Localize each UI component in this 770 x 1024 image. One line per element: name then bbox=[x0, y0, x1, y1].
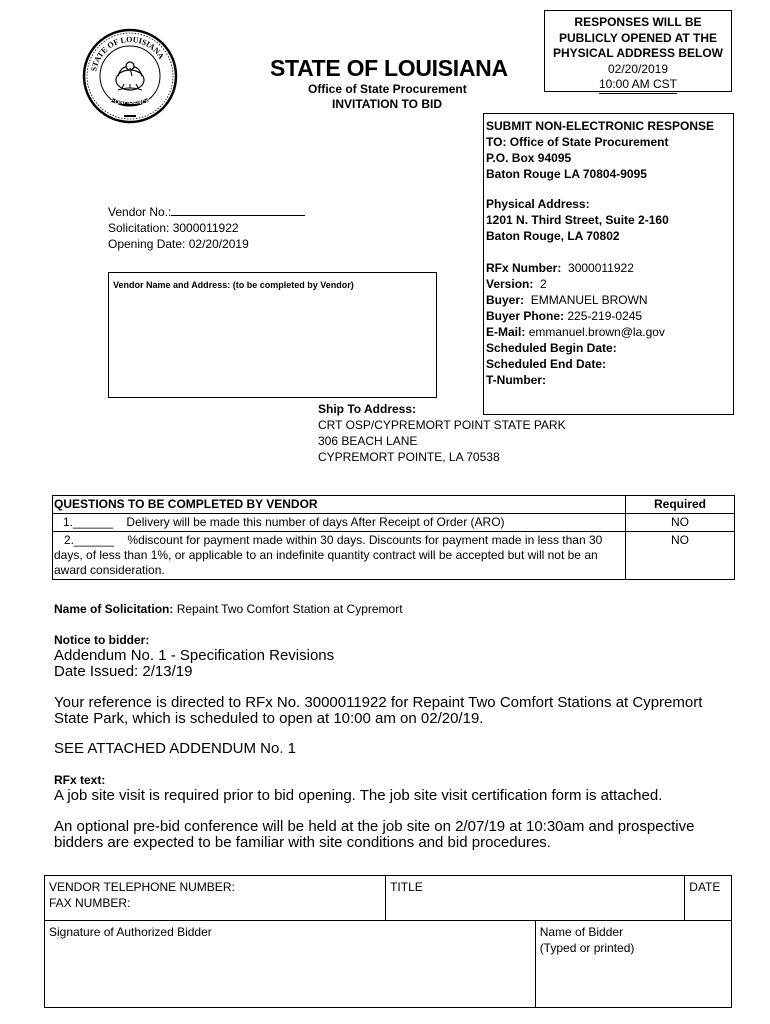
question-2-text: %discount for payment made within 30 days. Discounts for payment made in less than 30 days, of less than 1%, or applicable to an indefinite quantity contract will be accepted but will not be an award consideration. bbox=[54, 533, 603, 577]
seal-bottom-text: CONFIDENCE bbox=[110, 100, 150, 106]
question-1-text: Delivery will be made this number of days After Receipt of Order (ARO) bbox=[126, 515, 505, 529]
ship-to-line2: 306 BEACH LANE bbox=[318, 434, 418, 448]
responses-line2: PUBLICLY OPENED AT THE bbox=[558, 30, 718, 45]
submit-to: TO: Office of State Procurement bbox=[486, 135, 669, 149]
required-header: Required bbox=[626, 496, 735, 514]
opening-date: 02/20/2019 bbox=[607, 61, 669, 76]
document-type: INVITATION TO BID bbox=[332, 97, 442, 111]
physical-street: 1201 N. Third Street, Suite 2-160 bbox=[486, 213, 669, 227]
submit-po-box: P.O. Box 94095 bbox=[486, 151, 572, 165]
reference-text: Your reference is directed to RFx No. 3000011922 for Repaint Two Comfort Stations at Cypremort State Park, which is scheduled to open at 10:00 am on 02/20/19. bbox=[54, 694, 703, 727]
scheduled-begin-row: Scheduled Begin Date: bbox=[486, 341, 617, 355]
bidder-name-note: (Typed or printed) bbox=[539, 941, 635, 955]
see-attached-text: SEE ATTACHED ADDENDUM No. 1 bbox=[54, 740, 296, 757]
signature-label: Signature of Authorized Bidder bbox=[49, 925, 212, 939]
questions-header-row bbox=[53, 496, 735, 514]
question-row bbox=[53, 514, 735, 532]
bidder-name-label: Name of Bidder bbox=[539, 925, 624, 939]
ship-to-address bbox=[318, 401, 566, 465]
seal-outer-text: STATE OF LOUISIANA bbox=[89, 34, 166, 73]
notice-label: Notice to bidder: bbox=[54, 633, 150, 647]
date-issued: Date Issued: 2/13/19 bbox=[54, 663, 193, 680]
responses-line3: PHYSICAL ADDRESS BELOW bbox=[552, 46, 723, 60]
vendor-name-address-box[interactable] bbox=[108, 272, 437, 398]
question-1-num[interactable]: 1.______ bbox=[63, 515, 114, 529]
office-name: Office of State Procurement bbox=[308, 82, 467, 96]
question-row bbox=[53, 532, 735, 580]
ship-to-line3: CYPREMORT POINTE, LA 70538 bbox=[318, 450, 500, 464]
rfx-text-para2: An optional pre-bid conference will be held at the job site on 2/07/19 at 10:30am and prospective bidders are expected to be familiar with site conditions and bid procedures. bbox=[54, 818, 695, 851]
submit-response-box bbox=[483, 113, 734, 415]
vendor-no-field[interactable] bbox=[171, 203, 305, 216]
submit-city: Baton Rouge LA 70804-9095 bbox=[486, 167, 647, 181]
scheduled-end-row: Scheduled End Date: bbox=[486, 357, 607, 371]
vendor-phone-cell[interactable] bbox=[45, 876, 386, 921]
vendor-questions-table bbox=[52, 495, 735, 580]
solicitation-name: Name of Solicitation: Repaint Two Comfort Station at Cypremort bbox=[54, 602, 403, 616]
physical-address-label: Physical Address: bbox=[486, 197, 590, 211]
signature-table bbox=[44, 875, 732, 1008]
solicitation-number: Solicitation: 3000011922 bbox=[108, 221, 239, 235]
question-2-required: NO bbox=[626, 532, 735, 580]
question-2-num[interactable]: 2.______ bbox=[64, 533, 115, 547]
rfx-number-row: RFx Number: 3000011922 bbox=[486, 261, 634, 275]
fax-number-label: FAX NUMBER: bbox=[49, 896, 131, 910]
responses-line1: RESPONSES WILL BE bbox=[574, 15, 702, 29]
question-1-required: NO bbox=[626, 514, 735, 532]
rfx-text-label: RFx text: bbox=[54, 773, 106, 787]
page-title: STATE OF LOUISIANA bbox=[270, 55, 508, 81]
opening-date-text: Opening Date: 02/20/2019 bbox=[108, 237, 249, 251]
opening-time: 10:00 AM CST bbox=[599, 77, 677, 94]
title-label: TITLE bbox=[390, 880, 423, 894]
questions-header: QUESTIONS TO BE COMPLETED BY VENDOR bbox=[53, 496, 626, 514]
buyer-phone-row: Buyer Phone: 225-219-0245 bbox=[486, 309, 643, 323]
signature-cell[interactable] bbox=[45, 921, 536, 1008]
vendor-no-row: Vendor No.: bbox=[108, 203, 305, 220]
date-label: DATE bbox=[689, 880, 721, 894]
state-seal bbox=[82, 28, 178, 124]
vendor-telephone-label: VENDOR TELEPHONE NUMBER: bbox=[49, 880, 235, 894]
vendor-info bbox=[108, 203, 305, 252]
addendum-title: Addendum No. 1 - Specification Revisions bbox=[54, 647, 335, 664]
submit-heading: SUBMIT NON-ELECTRONIC RESPONSE bbox=[486, 119, 715, 133]
responses-box bbox=[544, 10, 732, 92]
title-cell[interactable] bbox=[386, 876, 685, 921]
ship-to-label: Ship To Address: bbox=[318, 402, 417, 416]
vendor-name-address-label: Vendor Name and Address: (to be completed by Vendor) bbox=[113, 280, 354, 290]
version-row: Version: 2 bbox=[486, 277, 547, 291]
physical-city: Baton Rouge, LA 70802 bbox=[486, 229, 620, 243]
buyer-row: Buyer: EMMANUEL BROWN bbox=[486, 293, 648, 307]
t-number-row: T-Number: bbox=[486, 373, 546, 387]
bidder-name-cell[interactable] bbox=[535, 921, 731, 1008]
ship-to-line1: CRT OSP/CYPREMORT POINT STATE PARK bbox=[318, 418, 566, 432]
rfx-text-para1: A job site visit is required prior to bid opening. The job site visit certification form is attached. bbox=[54, 787, 663, 804]
email-row: E-Mail: emmanuel.brown@la.gov bbox=[486, 325, 665, 339]
date-cell[interactable] bbox=[685, 876, 732, 921]
